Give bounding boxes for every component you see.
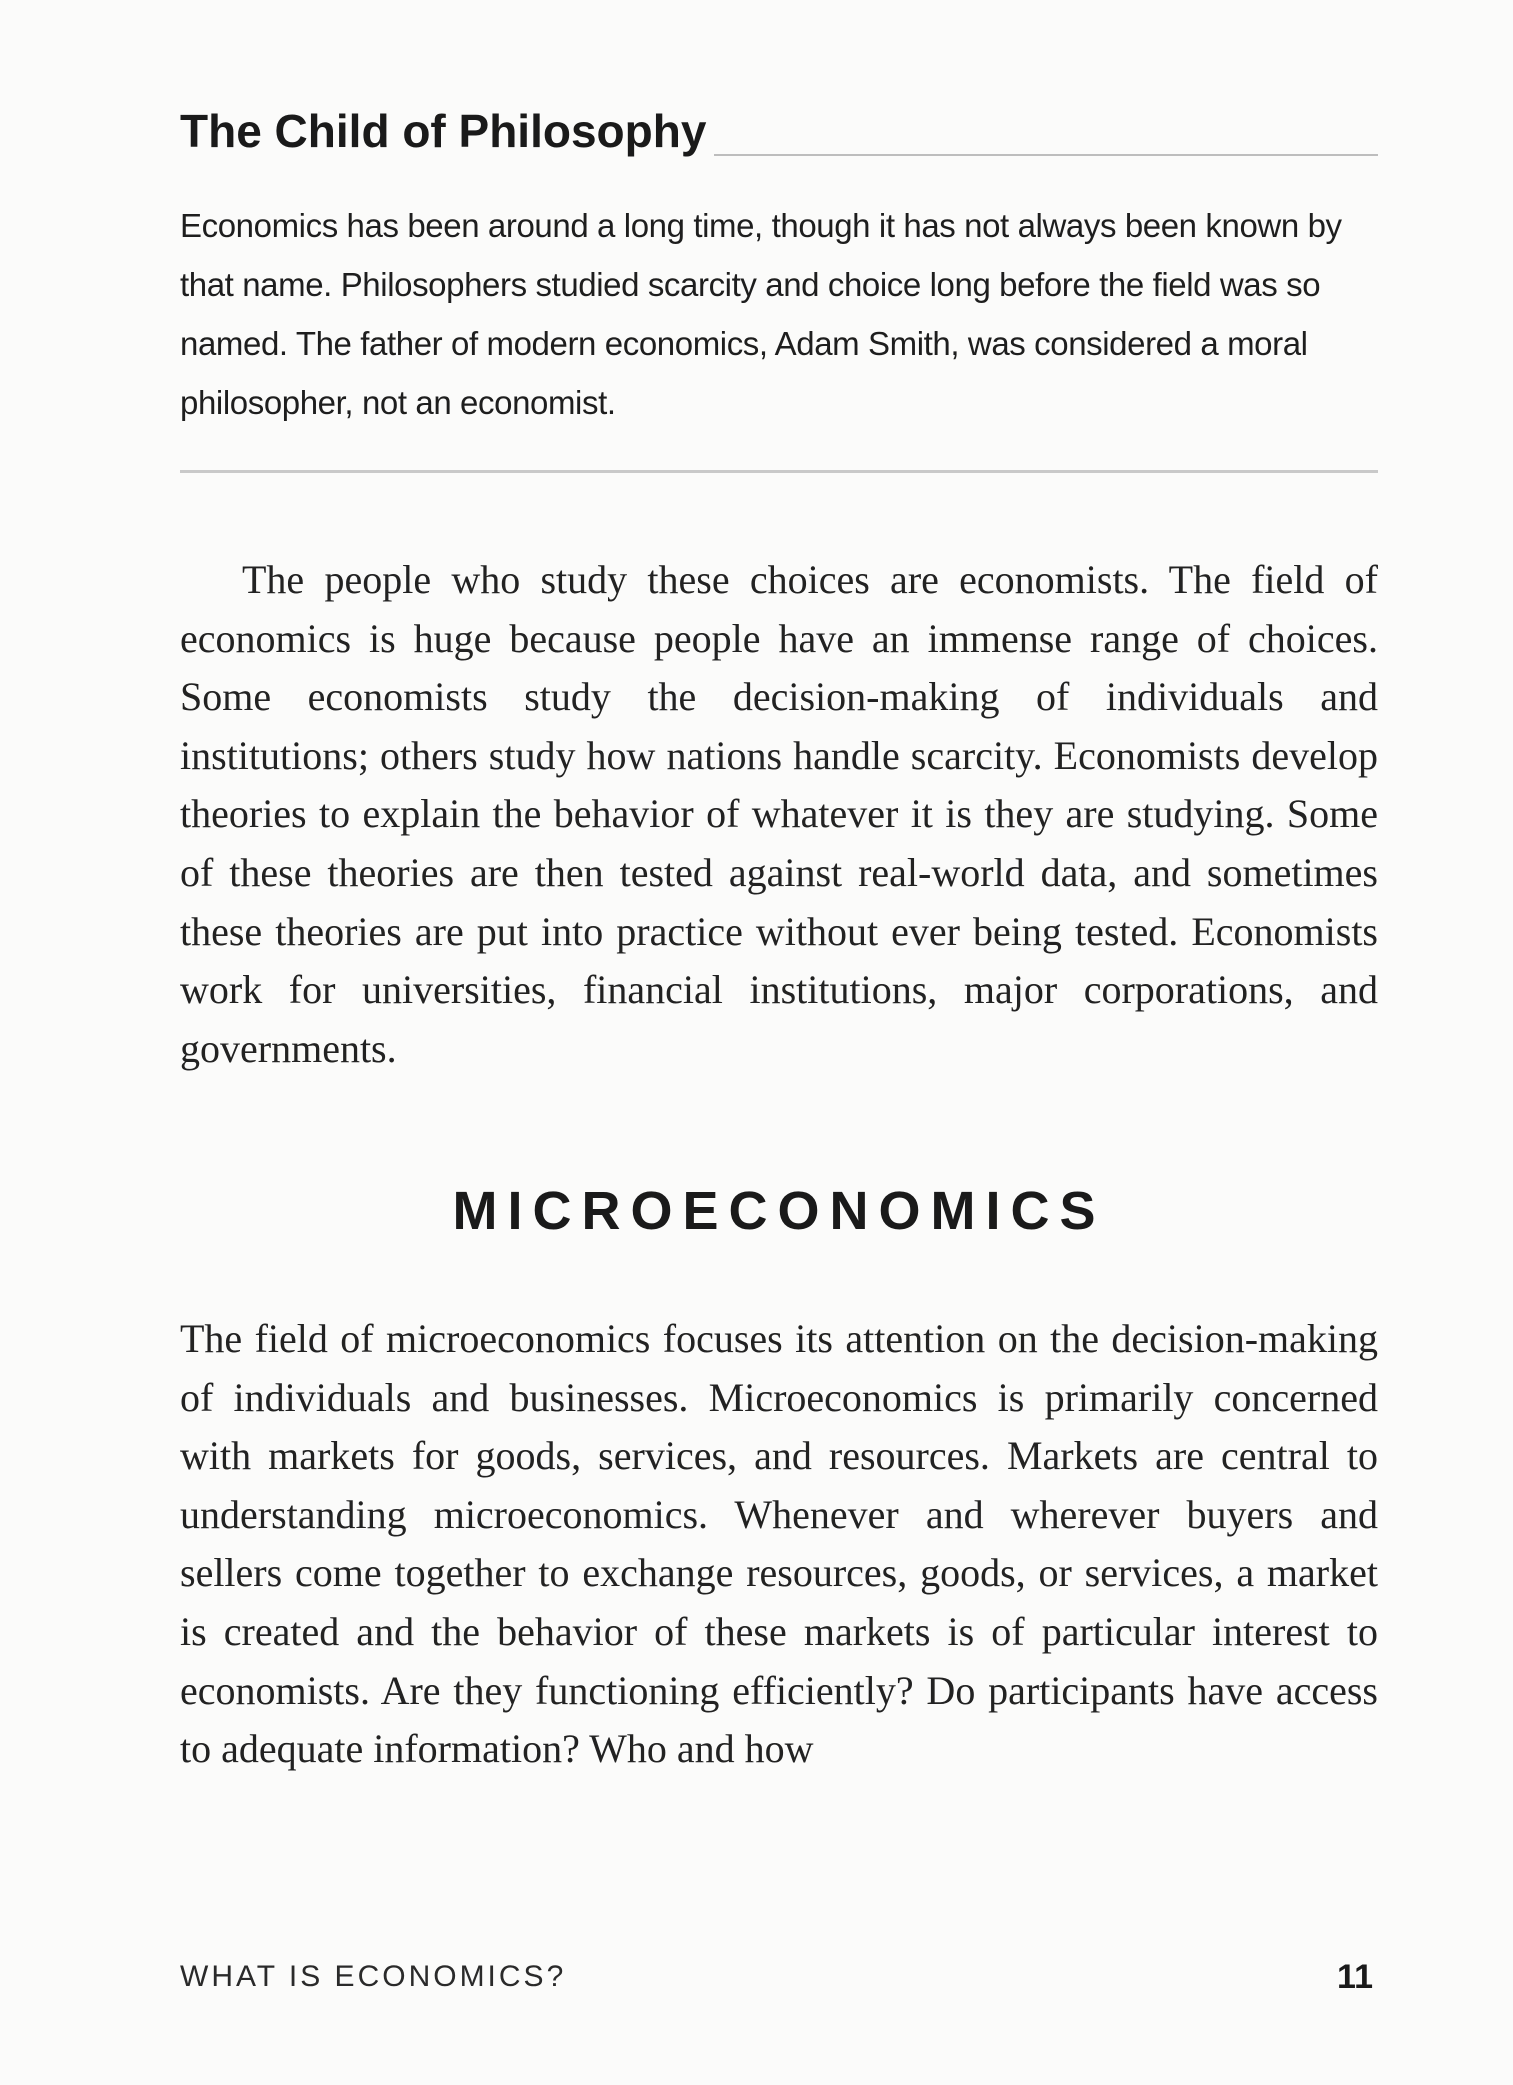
body-paragraph-2: The field of microeconomics focuses its attention on the decision-making of individuals and businesses. Microeconomics is primarily concerned with markets for goods, services, and resources. Markets are central to understanding microeconomics. Whenever and wherever buyers and sellers come together to exchange resources, goods, or services, a market is created and the behavior of these markets is of particular interest to economists. Are they functioning efficiently? Do participants have access to adequate information? Who and how — [180, 1316, 1378, 1772]
body-paragraph-1: The people who study these choices are economists. The field of economics is huge because people have an immense range of choices. Some economists study the decision-making of individuals and institutions; others study how nations handle scarcity. Economists develop theories to explain the behavior of whatever it is they are studying. Some of these theories are then tested against real-world data, and sometimes these theories are put into practice without ever being tested. Economists work for universities, financial institutions, major corporations, and governments. — [180, 557, 1378, 1071]
sidebar-box — [180, 100, 1378, 432]
sidebar-title-text: The Child of Philosophy — [180, 105, 707, 157]
sidebar-title-rule — [714, 154, 1378, 156]
running-head: WHAT IS ECONOMICS? — [180, 1960, 567, 1993]
sidebar-title — [180, 100, 1378, 162]
section-heading: MICROECONOMICS — [452, 1181, 1106, 1241]
sidebar-bottom-rule — [180, 470, 1378, 473]
sidebar-text: Economics has been around a long time, though it has not always been known by that name. Philosophers studied scarcity and choice long before the field was so named. The father of modern economics, Adam Smith, was considered a moral philosopher, not an economist. — [180, 207, 1342, 421]
page-number: 11 — [1337, 1958, 1373, 1996]
